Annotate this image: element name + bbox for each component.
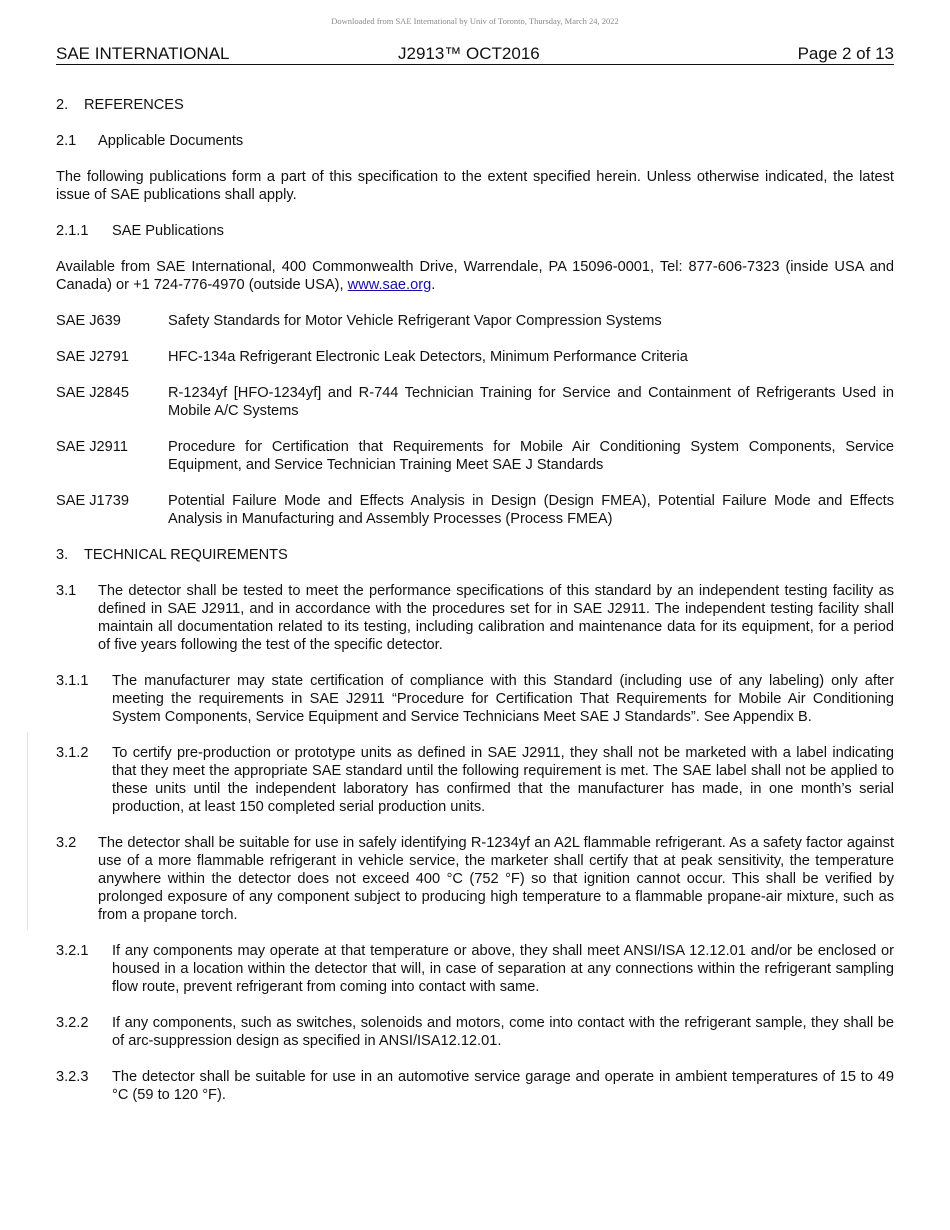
reference-id: SAE J639 xyxy=(56,313,121,329)
requirement-text: To certify pre-production or prototype units as defined in SAE J2911, they shall not be marketed with a label indicating that they meet the appropriate SAE standard until the following requirement is met. The SAE label shall not be applied to these units until the independent laboratory has confirmed that the manufacturer has made, in one month’s serial production, at least 150 completed serial production units. xyxy=(112,745,894,815)
reference-title: HFC-134a Refrigerant Electronic Leak Detectors, Minimum Performance Criteria xyxy=(168,349,688,365)
requirement-item xyxy=(56,744,894,816)
reference-entry xyxy=(56,438,894,474)
reference-id: SAE J2911 xyxy=(56,439,128,455)
requirement-text: If any components may operate at that temperature or above, they shall meet ANSI/ISA 12.12.01 and/or be enclosed or housed in a location within the detector that will, in case of separation at any connections within the refrigerant sampling flow route, prevent refrigerant from coming into contact with same. xyxy=(112,943,894,995)
requirement-item xyxy=(56,582,894,654)
requirement-item xyxy=(56,1014,894,1050)
header-organization: SAE INTERNATIONAL xyxy=(56,44,230,63)
reference-entry xyxy=(56,348,894,366)
reference-title: Potential Failure Mode and Effects Analysis in Design (Design FMEA), Potential Failure Mode and Effects Analysis in Manufacturing and Assembly Processes (Process FMEA) xyxy=(168,493,894,527)
reference-entry xyxy=(56,492,894,528)
reference-title: R-1234yf [HFO-1234yf] and R-744 Technician Training for Service and Containment of Refrigerants Used in Mobile A/C Systems xyxy=(168,385,894,419)
subsection-heading-applicable-documents xyxy=(56,132,894,150)
reference-entry xyxy=(56,312,894,330)
applicable-documents-paragraph: The following publications form a part of this specification to the extent specified herein. Unless otherwise indicated, the latest issue of SAE publications shall apply. xyxy=(56,169,894,203)
requirement-number: 3.2.3 xyxy=(56,1069,89,1085)
availability-end: . xyxy=(431,277,436,293)
header-document-id: J2913™ OCT2016 xyxy=(398,44,540,63)
requirement-item xyxy=(56,834,894,924)
section-heading-technical-requirements xyxy=(56,546,894,564)
requirement-item xyxy=(56,672,894,726)
section-title: TECHNICAL REQUIREMENTS xyxy=(84,547,288,563)
requirement-number: 3.1.2 xyxy=(56,745,89,761)
section-heading-references xyxy=(56,96,894,114)
reference-id: SAE J2845 xyxy=(56,385,130,401)
subsection-number: 2.1 xyxy=(56,133,77,149)
reference-entry xyxy=(56,384,894,420)
availability-text: Available from SAE International, 400 Commonwealth Drive, Warrendale, PA 15096-0001, Tel: 877-606-7323 (inside USA and Canada) or +1 724-776-4970 (outside USA), xyxy=(56,259,894,293)
availability-paragraph xyxy=(56,258,894,294)
reference-title: Safety Standards for Motor Vehicle Refrigerant Vapor Compression Systems xyxy=(168,313,662,329)
header-page-number: Page 2 of 13 xyxy=(797,44,894,63)
subsection-number: 2.1.1 xyxy=(56,223,89,239)
revision-change-bar xyxy=(27,732,28,930)
requirement-number: 3.2.2 xyxy=(56,1015,89,1031)
requirement-number: 3.1.1 xyxy=(56,673,89,689)
page-header xyxy=(56,44,894,65)
requirement-item xyxy=(56,1068,894,1104)
page-content xyxy=(56,96,894,1122)
reference-id: SAE J1739 xyxy=(56,493,130,509)
requirement-number: 3.1 xyxy=(56,583,77,599)
sae-website-link[interactable]: www.sae.org xyxy=(347,277,432,293)
subsection-title: Applicable Documents xyxy=(98,133,244,149)
section-number: 2. xyxy=(56,97,69,113)
subsection-title: SAE Publications xyxy=(112,223,224,239)
subsection-heading-sae-publications xyxy=(56,222,894,240)
requirement-item xyxy=(56,942,894,996)
reference-title: Procedure for Certification that Requirements for Mobile Air Conditioning System Components, Service Equipment, and Service Technician Training Meet SAE J Standards xyxy=(168,439,894,473)
requirement-number: 3.2 xyxy=(56,835,77,851)
reference-id: SAE J2791 xyxy=(56,349,130,365)
requirement-text: The manufacturer may state certification of compliance with this Standard (including use of any labeling) only after meeting the requirements in SAE J2911 “Procedure for Certification That Requirements for Mobile Air Conditioning System Components, Service Equipment and Service Technicians Meet SAE J Standards”. See Appendix B. xyxy=(112,673,894,725)
requirement-text: If any components, such as switches, solenoids and motors, come into contact with the refrigerant sample, they shall be of arc-suppression design as specified in ANSI/ISA12.12.01. xyxy=(112,1015,894,1049)
requirement-text: The detector shall be suitable for use in safely identifying R-1234yf an A2L flammable refrigerant. As a safety factor against use of a more flammable refrigerant in vehicle service, the marketer shall certify that at peak sensitivity, the temperature anywhere within the detector does not exceed 400 °C (752 °F) so that ignition cannot occur. This shall be verified by prolonged exposure of any component subject to producing high temperature to a flammable propane-air mixture, such as from a propane torch. xyxy=(98,835,894,923)
section-number: 3. xyxy=(56,547,69,563)
section-title: REFERENCES xyxy=(84,97,184,113)
requirement-text: The detector shall be suitable for use in an automotive service garage and operate in ambient temperatures of 15 to 49 °C (59 to 120 °F). xyxy=(112,1069,894,1103)
requirement-number: 3.2.1 xyxy=(56,943,89,959)
download-watermark: Downloaded from SAE International by Univ of Toronto, Thursday, March 24, 2022 xyxy=(331,16,619,26)
requirement-text: The detector shall be tested to meet the performance specifications of this standard by an independent testing facility as defined in SAE J2911, and in accordance with the procedures set for in SAE J2911. The independent testing facility shall maintain all documentation related to its testing, including calibration and maintenance data for its equipment, for a period of five years following the test of the specific detector. xyxy=(98,583,894,653)
